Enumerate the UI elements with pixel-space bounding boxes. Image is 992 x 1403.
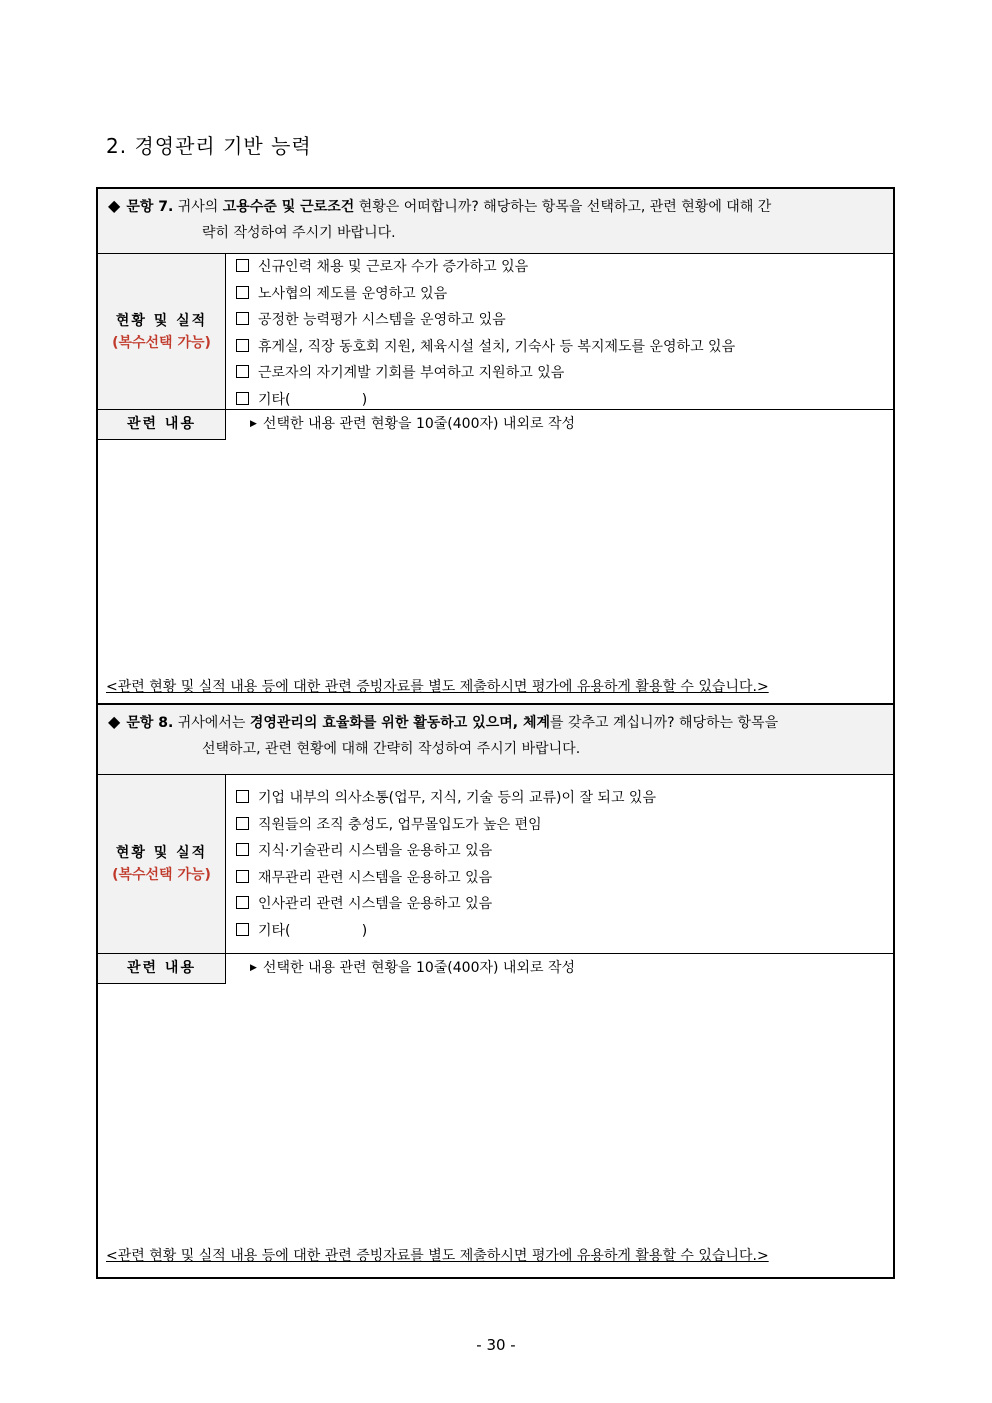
checkbox-icon[interactable] <box>236 790 249 803</box>
question-8-number: 문항 8. <box>126 715 174 731</box>
option-item[interactable]: 기타( ) <box>236 918 893 945</box>
answer-area[interactable] <box>98 985 893 1235</box>
footnote: <관련 현황 및 실적 내용 등에 대한 관련 증빙자료를 별도 제출하시면 평가에 유용하게 활용할 수 있습니다.> <box>106 679 769 695</box>
answer-area[interactable] <box>98 441 893 671</box>
checkbox-icon[interactable] <box>236 259 249 272</box>
diamond-icon: ◆ <box>108 712 121 731</box>
related-note: ▶ 선택한 내용 관련 현황을 10줄(400자) 내외로 작성 <box>250 960 575 976</box>
related-row <box>98 410 893 440</box>
triangle-right-icon: ▶ <box>250 419 257 429</box>
question-8-keyword: 경영관리의 효율화를 위한 활동하고 있으며, 체계 <box>249 715 550 731</box>
question-7-header: ◆ 문항 7. 귀사의 고용수준 및 근로조건 현황은 어떠합니까? 해당하는 항목을 선택하고, 관련 현황에 대해 간 략히 작성하여 주시기 바랍니다. <box>98 189 893 254</box>
option-item[interactable]: 노사협의 제도를 운영하고 있음 <box>236 281 893 308</box>
option-item[interactable]: 인사관리 관련 시스템을 운용하고 있음 <box>236 891 893 918</box>
triangle-right-icon: ▶ <box>250 963 257 973</box>
question-7-keyword: 고용수준 및 근로조건 <box>222 199 355 215</box>
footnote: <관련 현황 및 실적 내용 등에 대한 관련 증빙자료를 별도 제출하시면 평가에 유용하게 활용할 수 있습니다.> <box>106 1248 769 1264</box>
related-row <box>98 954 893 984</box>
checkbox-icon[interactable] <box>236 843 249 856</box>
option-item[interactable]: 기타( ) <box>236 387 893 414</box>
question-8-header: ◆ 문항 8. 귀사에서는 경영관리의 효율화를 위한 활동하고 있으며, 체계를 갖추고 계십니까? 해당하는 항목을 선택하고, 관련 현황에 대해 간략히 작성하여 주시기 바랍니다. <box>98 705 893 775</box>
option-item[interactable]: 기업 내부의 의사소통(업무, 지식, 기술 등의 교류)이 잘 되고 있음 <box>236 785 893 812</box>
checkbox-icon[interactable] <box>236 339 249 352</box>
question-7-status-row <box>98 254 893 410</box>
related-label: 관련 내용 <box>98 410 226 440</box>
option-item[interactable]: 신규인력 채용 및 근로자 수가 증가하고 있음 <box>236 254 893 281</box>
option-item[interactable]: 휴게실, 직장 동호회 지원, 체육시설 설치, 기숙사 등 복지제도를 운영하고 있음 <box>236 334 893 361</box>
checkbox-icon[interactable] <box>236 870 249 883</box>
checkbox-icon[interactable] <box>236 896 249 909</box>
option-item[interactable]: 공정한 능력평가 시스템을 운영하고 있음 <box>236 307 893 334</box>
checkbox-icon[interactable] <box>236 365 249 378</box>
checkbox-icon[interactable] <box>236 817 249 830</box>
diamond-icon: ◆ <box>108 196 121 215</box>
related-label: 관련 내용 <box>98 954 226 984</box>
option-item[interactable]: 직원들의 조직 충성도, 업무몰입도가 높은 편임 <box>236 812 893 839</box>
checkbox-icon[interactable] <box>236 312 249 325</box>
option-list <box>226 254 893 409</box>
option-item[interactable]: 재무관리 관련 시스템을 운용하고 있음 <box>236 865 893 892</box>
status-label-cell: 현황 및 실적 (복수선택 가능) <box>98 775 226 953</box>
question-7-box <box>96 187 895 705</box>
option-item[interactable]: 근로자의 자기계발 기회를 부여하고 지원하고 있음 <box>236 360 893 387</box>
checkbox-icon[interactable] <box>236 286 249 299</box>
status-label-cell: 현황 및 실적 (복수선택 가능) <box>98 254 226 409</box>
option-item[interactable]: 지식·기술관리 시스템을 운용하고 있음 <box>236 838 893 865</box>
section-title: 2. 경영관리 기반 능력 <box>106 134 312 158</box>
related-note: ▶ 선택한 내용 관련 현황을 10줄(400자) 내외로 작성 <box>250 416 575 432</box>
checkbox-icon[interactable] <box>236 392 249 405</box>
option-list <box>226 775 893 953</box>
question-8-status-row <box>98 775 893 954</box>
question-7-number: 문항 7. <box>126 199 174 215</box>
question-8-box <box>96 703 895 1279</box>
page-number: - 30 - <box>476 1336 516 1354</box>
checkbox-icon[interactable] <box>236 923 249 936</box>
